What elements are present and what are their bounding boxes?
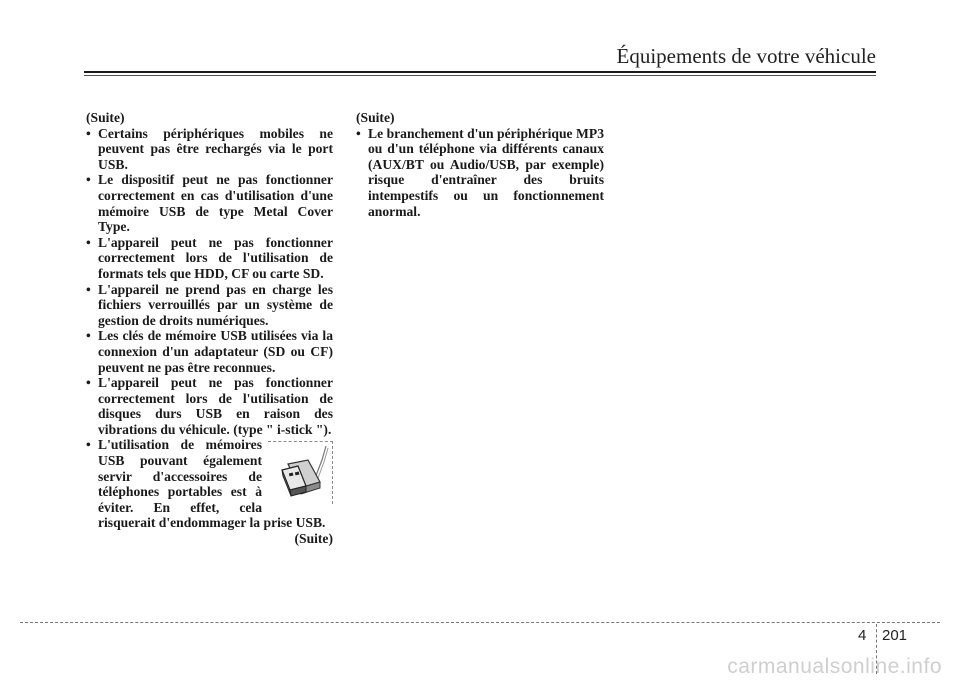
continued-label-end: (Suite) bbox=[294, 531, 333, 547]
continued-label: (Suite) bbox=[86, 110, 125, 125]
list-item: • L'appareil peut ne pas fonctionner correctement lors de l'utilisation de disques durs USB en raison des vibrations du véhicule. (type " i-stick "). bbox=[86, 375, 333, 437]
bullet-list bbox=[356, 126, 604, 220]
page-number: 201 bbox=[882, 627, 908, 644]
list-item-with-illustration bbox=[86, 437, 333, 531]
list-item: • L'appareil peut ne pas fonctionner correctement lors de l'utilisation de formats tels que HDD, CF ou carte SD. bbox=[86, 235, 333, 282]
header-divider bbox=[84, 71, 876, 73]
chapter-number: 4 bbox=[858, 627, 867, 644]
list-item-text: L'utilisation de mémoires USB pouvant également servir d'accessoires de téléphones portables est à éviter. En effet, cela risquerait d'endommager la prise USB. bbox=[98, 437, 326, 531]
continued-label: (Suite) bbox=[356, 110, 395, 125]
list-item: • Le dispositif peut ne pas fonctionner correctement en cas d'utilisation d'une mémoire USB de type Metal Cover Type. bbox=[86, 172, 333, 234]
header-divider-thin bbox=[84, 75, 876, 76]
list-item: • Les clés de mémoire USB utilisées via la connexion d'un adaptateur (SD ou CF) peuvent ne pas être reconnues. bbox=[86, 328, 333, 375]
list-item: • Certains périphériques mobiles ne peuvent pas être rechargés via le port USB. bbox=[86, 126, 333, 173]
page-title: Équipements de votre véhicule bbox=[616, 44, 876, 68]
bullet-list bbox=[86, 126, 333, 531]
list-item: • Le branchement d'un périphérique MP3 ou d'un téléphone via différents canaux (AUX/BT ou Audio/USB, par exemple) risque d'entraîner des bruits intempestifs ou un fonctionnement anormal. bbox=[356, 126, 604, 220]
left-column bbox=[86, 110, 333, 547]
watermark: carmanualsonline.info bbox=[727, 655, 942, 678]
list-item: • L'appareil ne prend pas en charge les fichiers verrouillés par un système de gestion de droits numériques. bbox=[86, 282, 333, 329]
right-column bbox=[356, 110, 604, 219]
usb-stick-illustration bbox=[268, 441, 333, 504]
footer-divider bbox=[20, 622, 940, 623]
usb-stick-icon bbox=[268, 442, 332, 504]
